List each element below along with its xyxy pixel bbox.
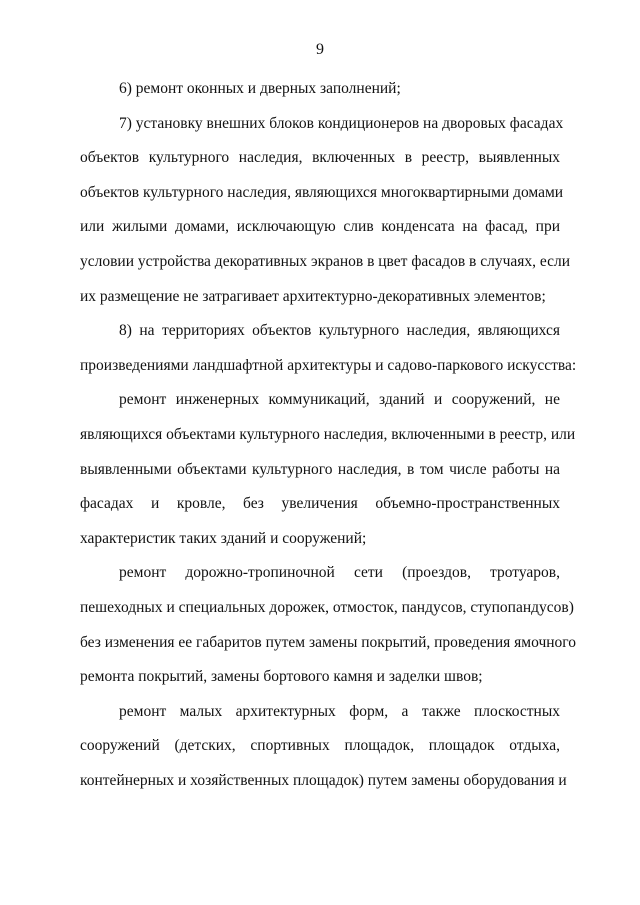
paragraph-line: фасадах и кровле, без увеличения объемно-пространственных [80,495,560,513]
paragraph-line: ремонта покрытий, замены бортового камня и заделки швов; [80,668,483,686]
paragraph-line: объектов культурного наследия, включенных в реестр, выявленных [80,149,560,167]
paragraph-line: без изменения ее габаритов путем замены покрытий, проведения ямочного [80,633,577,651]
paragraph-line: контейнерных и хозяйственных площадок) путем замены оборудования и [80,771,567,789]
paragraph-line: объектов культурного наследия, являющихся многоквартирными домами [80,183,564,201]
paragraph-line: 8) на территориях объектов культурного наследия, являющихся [119,322,560,340]
paragraph-line: характеристик таких зданий и сооружений; [80,529,367,547]
paragraph-line: условии устройства декоративных экранов в цвет фасадов в случаях, если [80,252,571,270]
page-number: 9 [316,41,324,58]
paragraph-line: или жилыми домами, исключающую слив конденсата на фасад, при [80,218,560,236]
paragraph-line: являющихся объектами культурного наследия, включенными в реестр, или [80,425,576,443]
paragraph-item-8 [80,314,577,383]
paragraph-item-7 [80,107,571,315]
paragraph-line: 7) установку внешних блоков кондиционеров на дворовых фасадах [119,114,564,132]
paragraph-line: пешеходных и специальных дорожек, отмосток, пандусов, ступопандусов) [80,598,574,616]
paragraph-line: ремонт дорожно-тропиночной сети (проездов, тротуаров, [119,564,560,582]
paragraph-line: 6) ремонт оконных и дверных заполнений; [119,80,401,97]
paragraph-line: ремонт малых архитектурных форм, а также плоскостных [119,702,560,720]
paragraph-line: произведениями ландшафтной архитектуры и садово-паркового искусства: [80,356,577,374]
paragraph-repair-engineering [80,383,576,556]
paragraph-line: их размещение не затрагивает архитектурно-декоративных элементов; [80,287,546,305]
paragraph-repair-small-forms [80,695,567,799]
paragraph-repair-paths [80,556,577,694]
paragraph-item-6 [80,72,560,107]
paragraph-line: ремонт инженерных коммуникаций, зданий и сооружений, не [119,391,560,409]
paragraph-line: выявленными объектами культурного наследия, в том числе работы на [80,460,560,478]
document-body [80,72,577,798]
paragraph-line: сооружений (детских, спортивных площадок, площадок отдыха, [80,737,560,755]
